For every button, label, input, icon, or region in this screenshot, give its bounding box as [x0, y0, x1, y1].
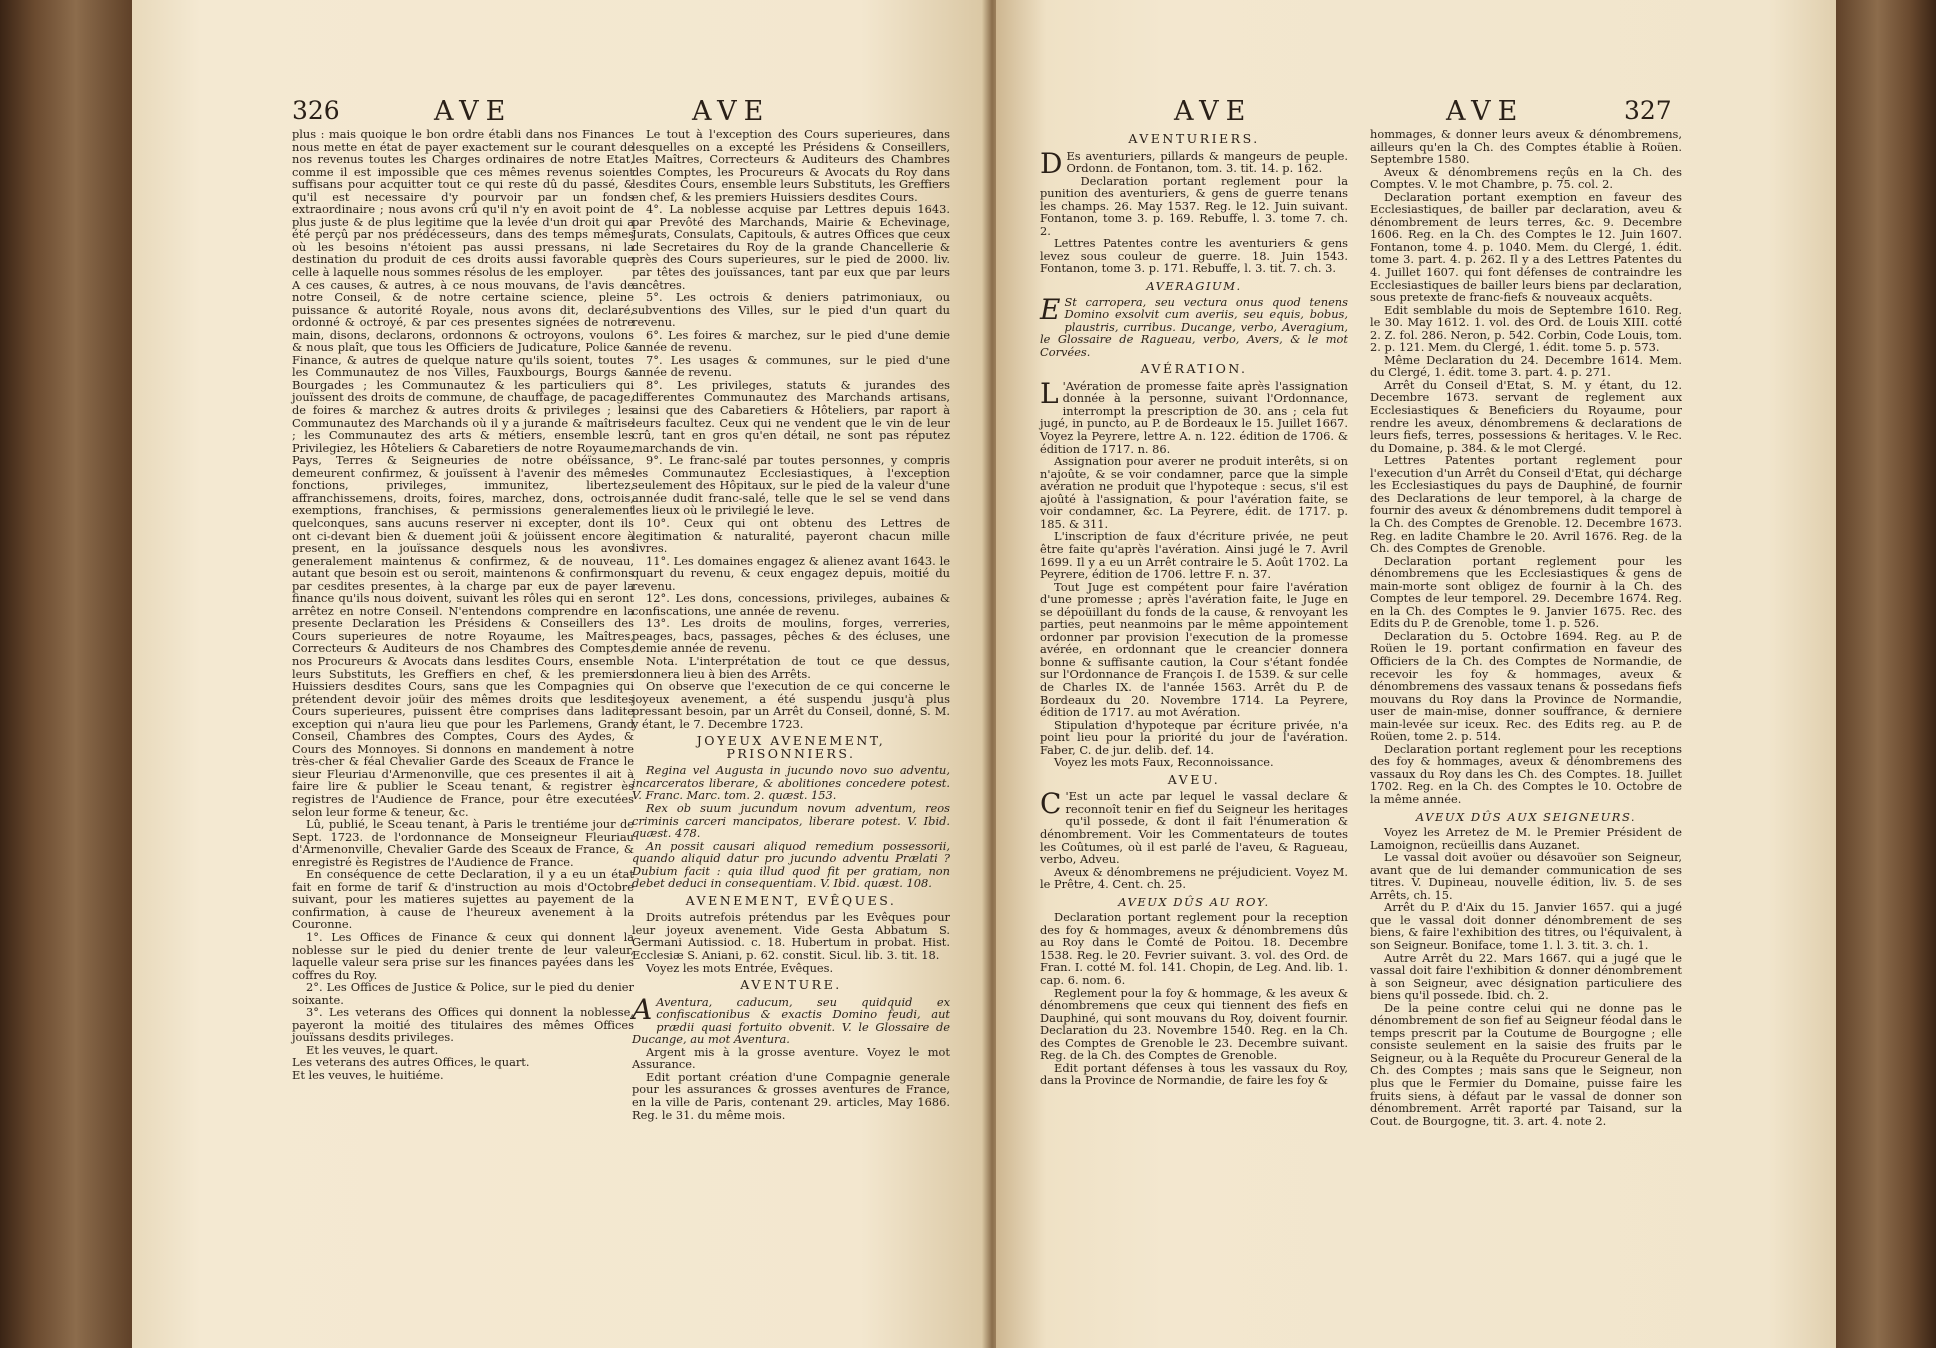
paragraph-text: Aveux & dénombremens ne préjudicient. Voyez M. le Prêtre, 4. Cent. ch. 25.	[1040, 864, 1348, 892]
paragraph	[632, 291, 950, 329]
paragraph	[1370, 952, 1682, 1002]
paragraph-text: Voyez les mots Entrée, Evêques.	[646, 960, 834, 975]
paragraph	[1370, 354, 1682, 379]
paragraph	[292, 981, 634, 1006]
subsection-heading: AVEUX DÛS AU ROY.	[1118, 894, 1270, 909]
paragraph	[1040, 292, 1348, 359]
paragraph-text: Declaration portant exemption en faveur des Ecclesiastiques, de bailler par declaration, aveu & dénombrement de leurs terres, &c. 9. Decembre 1606. Reg. en la Ch. des Comptes le 12. Juin 1607. Fontanon, tome 4. p. 1040. Mem. du Clergé, 1. édit. tome 3. part. 4. p. 262. Il y a des Lettres Patentes du 4. Juillet 1607. qui font défenses de contraindre les Ecclesiastiques de bailler leurs biens par declaration, sous pretexte de franc-fiefs & nouveaux acquêts.	[1370, 189, 1682, 305]
paragraph-text: Lettres Patentes contre les aventuriers & gens levez sous couleur de guerre. 18. Juin 1543. Fontanon, tome 3. p. 171. Rebuffe, l. 3. tit. 7. ch. 3.	[1040, 236, 1348, 276]
section-heading: AVÉRATION.	[1140, 361, 1248, 377]
paragraph-text: 6°. Les foires & marchez, sur le pied d'une demie année de revenu.	[632, 327, 950, 355]
paragraph	[1370, 630, 1682, 743]
paragraph	[632, 517, 950, 555]
paragraph-text: Voyez les Arretez de M. le Premier Président de Lamoignon, recüeillis dans Auzanet.	[1370, 825, 1682, 852]
paragraph	[1040, 146, 1348, 180]
paragraph-text: hommages, & donner leurs aveux & dénombremens, ailleurs qu'en la Ch. des Comptes établie à Roüen. Septembre 1580.	[1370, 127, 1682, 167]
paragraph	[632, 764, 950, 802]
paragraph	[632, 329, 950, 354]
paragraph-text: Declaration portant reglement pour les dénombremens que les Ecclesiastiques & gens de main-morte sont obligez de fournir à la Ch. des Comptes de leur temporel. 29. Decembre 1674. Reg. en la Ch. des Comptes le 9. Janvier 1675. Rec. des Edits du P. de Grenoble, tome 1. p. 526.	[1370, 553, 1682, 631]
paragraph-text: Le tout à l'exception des Cours superieures, dans lesquelles on a excepté les Présidens & Conseillers, les Maîtres, Correcteurs & Auditeurs des Chambres des Comptes, les Procureurs & Avocats du Roy dans lesdites Cours, ensemble leurs Substituts, les Greffiers en chef, & les premiers Huissiers desdites Cours.	[632, 127, 950, 204]
paragraph	[1040, 376, 1348, 456]
paragraph	[632, 617, 950, 655]
drop-capital: D	[1040, 146, 1063, 180]
paragraph-text: 1°. Les Offices de Finance & ceux qui donnent la noblesse sur le pied du denier trente de leur valeur, laquelle valeur sera prise sur les finances payées dans les coffres du Roy.	[292, 930, 634, 982]
paragraph	[292, 279, 634, 819]
paragraph-text: Autre Arrêt du 22. Mars 1667. qui a jugé que le vassal doit faire l'exhibition & donner dénombrement à son Seigneur, avec désignation particuliere des biens qu'il possede. Ibid. ch. 2.	[1370, 950, 1682, 1003]
paragraph	[1370, 191, 1682, 304]
paragraph	[1370, 826, 1682, 851]
paragraph-text: L'inscription de faux d'écriture privée, ne peut être faite qu'après l'avération. Ainsi jugé le 7. Avril 1699. Il y a eu un Arrêt contraire le 5. Août 1702. La Peyrere, édition de 1706. lettre F. n. 37.	[1040, 529, 1348, 582]
paragraph-text: Assignation pour averer ne produit interêts, si on n'ajoûte, & se voir condamner, parce que la simple avération ne produit que l'hypoteque : secus, s'il est ajoûté à l'assignation, & pour l'avération faite, se voir condamner, &c. La Peyrere, édit. de 1717. p. 185. & 311.	[1040, 454, 1348, 531]
paragraph-text: De la peine contre celui qui ne donne pas le dénombrement de son fief au Seigneur féodal dans le temps prescrit par la Coutume de Bourgogne ; elle consiste seulement en la saisie des fruits par le Seigneur, ou à la Requête du Procureur General de la Ch. des Comptes ; mais sans que le Seigneur, non plus que le Fermier du Domaine, puisse faire les fruits siens, à défaut par le vassal de donner son dénombrement. Arrêt raporté par Taisand, sur la Cout. de Bourgogne, tit. 3. art. 4. note 2.	[1370, 1000, 1682, 1128]
paragraph	[292, 1069, 634, 1082]
paragraph	[292, 868, 634, 931]
paragraph	[1040, 787, 1348, 867]
paragraph	[1040, 911, 1348, 986]
paragraph-text: 9°. Le franc-salé par toutes personnes, y compris les Communautez Ecclesiastiques, à l'exception seulement des Hôpitaux, sur le pied de la valeur d'une année dudit franc-salé, telle que le sel se vend dans les lieux où le privilegié le leve.	[632, 453, 950, 518]
paragraph	[1370, 379, 1682, 454]
paragraph-text: Et les veuves, le huitiéme.	[292, 1068, 444, 1083]
paragraph	[632, 354, 950, 379]
paragraph-text: Aventura, caducum, seu quidquid ex confiscationibus & exactis Domino feudi, aut prædii quasi fortuito obvenit. V. le Glossaire de Ducange, au mot Aventura.	[632, 994, 950, 1047]
paragraph	[1370, 555, 1682, 630]
paragraph-text: 'Avération de promesse faite après l'assignation donnée à la personne, suivant l'Ordonnance, interrompt la prescription de 30. ans ; cela fut jugé, in puncto, au P. de Bordeaux le 15. Juillet 1667. Voyez la Peyrere, lettre A. n. 122. édition de 1706. & édition de 1717. n. 86.	[1040, 378, 1348, 456]
paragraph	[632, 128, 950, 203]
subsection-heading: AVERAGIUM.	[1146, 279, 1242, 294]
paragraph	[1040, 719, 1348, 757]
paragraph	[1040, 1062, 1348, 1087]
paragraph	[632, 840, 950, 890]
paragraph-text: St carropera, seu vectura onus quod tenens Domino exsolvit cum averiis, seu equis, bobus, plaustris, curribus. Ducange, verbo, Averagium, le Glossaire de Ragueau, verbo, Avers, & le mot Corvées.	[1040, 294, 1348, 359]
paragraph-text: 7°. Les usages & communes, sur le pied d'une année de revenu.	[632, 352, 950, 380]
paragraph	[632, 454, 950, 517]
paragraph	[1040, 866, 1348, 891]
paragraph-text: Lû, publié, le Sceau tenant, à Paris le trentiéme jour de Sept. 1723. de l'ordonnance de Monseigneur Fleuriau d'Armenonville, Chevalier Garde des Sceaux de France, & enregistré ès Registres de l'Audience de France.	[292, 817, 634, 869]
paragraph	[632, 911, 950, 961]
paragraph-text: Même Declaration du 24. Decembre 1614. Mem. du Clergé, 1. édit. tome 3. part. 4. p. 271.	[1370, 352, 1682, 380]
right-page-column-2	[1370, 128, 1682, 1127]
right-page-edges	[1830, 0, 1936, 1348]
paragraph-text: Voyez les mots Faux, Reconnoissance.	[1054, 755, 1274, 770]
paragraph-text: Declaration portant reglement pour la reception des foy & hommages, aveux & dénombremens dûs au Roy dans le Comté de Poitou. 18. Decembre 1538. Reg. le 20. Fevrier suivant. 3. vol. des Ord. de Fran. I. cotté M. fol. 141. Chopin, de Leg. And. lib. 1. cap. 6. nom. 6.	[1040, 910, 1348, 987]
paragraph	[1040, 237, 1348, 275]
paragraph-text: On observe que l'execution de ce qui concerne le joyeux avenement, a été suspendu jusqu'à plus pressant besoin, par un Arrêt du Conseil, donné, S. M. y étant, le 7. Decembre 1723.	[632, 679, 950, 731]
paragraph-text: Declaration portant reglement pour les receptions des foy & hommages, aveux & dénombremens des vassaux du Roy dans les Ch. des Comptes. 18. Juillet 1702. Reg. en la Ch. des Comptes le 10. Octobre de la même année.	[1370, 741, 1682, 806]
paragraph-text: Argent mis à la grosse aventure. Voyez le mot Assurance.	[632, 1044, 950, 1072]
paragraph-text: Les veterans des autres Offices, le quart.	[292, 1055, 530, 1070]
paragraph-text: Reglement pour la foy & hommage, & les aveux & dénombremens que ceux qui tiennent des fiefs en Dauphiné, qui sont mouvans du Roy, doivent fournir. Declaration du 23. Novembre 1540. Reg. en la Ch. des Comptes de Grenoble le 23. Decembre suivant. Reg. de la Ch. des Comptes de Grenoble.	[1040, 985, 1348, 1063]
paragraph	[1040, 175, 1348, 238]
paragraph-text: An possit causari aliquod remedium possessorii, quando aliquid datur pro jucundo adventu Prælati ? Dubium facit : quia illud quod fit per gratiam, non debet deduci in consequentiam. V. Ibid. quæst. 108.	[632, 838, 950, 891]
paragraph	[1040, 987, 1348, 1062]
paragraph-text: Rex ob suum jucundum novum adventum, reos criminis carceri mancipatos, liberare potest. V. Ibid. quæst. 478.	[632, 800, 950, 841]
paragraph-text: plus : mais quoique le bon ordre établi dans nos Finances nous mette en état de payer exactement sur le courant de nos revenus toutes les Charges ordinaires de notre Etat, comme il est impossible que ces mêmes revenus soient suffisans pour acquitter tout ce qui reste dû du passé, & qu'il est necessaire d'y pourvoir par un fonds extraordinaire ; nous avons crû qu'il n'y en avoit point de plus juste & de plus legitime que la levée d'un droit qui a été perçû par nos prédécesseurs, dans des temps mêmes où les besoins n'étoient pas aussi pressans, ni la destination du produit de ces droits aussi favorable que celle à laquelle nous sommes résolus de les employer.	[292, 127, 634, 280]
right-page-column-1	[1040, 128, 1348, 1087]
paragraph-text: Edit semblable du mois de Septembre 1610. Reg. le 30. May 1612. 1. vol. des Ord. de Louis XIII. cotté 2. Z. fol. 286. Neron, p. 542. Corbin, Code Louis, tom. 2. p. 121. Mem. du Clergé, 1. édit. tome 5. p. 573.	[1370, 302, 1682, 355]
left-page	[132, 0, 990, 1348]
left-page-column-2	[632, 128, 950, 1121]
paragraph-text: Declaration portant reglement pour la punition des aventuriers, & gens de guerre tenans les champs. 26. May 1537. Reg. le 12. Juin suivant. Fontanon, tome 3. p. 169. Rebuffe, l. 3. tome 7. ch. 2.	[1040, 173, 1348, 238]
page-number-left: 326	[292, 96, 340, 125]
headword-left-col1: AVE	[434, 96, 513, 127]
paragraph	[1370, 304, 1682, 354]
paragraph-text: 'Est un acte par lequel le vassal declare & reconnoît tenir en fief du Seigneur les heritages qu'il possede, & dont il fait l'énumeration & dénombrement. Voir les Commentateurs de toutes les Coûtumes, où il est parlé de l'aveu, & Ragueau, verbo, Adveu.	[1040, 789, 1348, 867]
section-heading: AVENEMENT, EVÊQUES.	[685, 892, 897, 908]
paragraph	[1370, 1002, 1682, 1127]
paragraph-text: Edit portant création d'une Compagnie generale pour les assurances & grosses aventures de France, en la ville de Paris, contenant 29. articles, May 1686. Reg. le 31. du même mois.	[632, 1069, 950, 1122]
subsection-heading: AVEUX DÛS AUX SEIGNEURS.	[1415, 809, 1637, 824]
paragraph	[292, 818, 634, 868]
paragraph	[1370, 128, 1682, 166]
paragraph-text: 4°. La noblesse acquise par Lettres depuis 1643. par Prevôté des Marchands, Mairie & Echevinage, Jurats, Consulats, Capitouls, & autres Offices que ceux de Secretaires du Roy de la grande Chancellerie & près des Cours superieures, sur le pied de 2000. liv. par têtes des jouïssances, tant par eux que par leurs ancêtres.	[632, 202, 950, 292]
paragraph-text: Nota. L'interprétation de tout ce que dessus, donnera lieu à bien des Arrêts.	[632, 653, 950, 681]
paragraph	[292, 128, 634, 279]
paragraph-text: Lettres Patentes portant reglement pour l'execution d'un Arrêt du Conseil d'Etat, qui décharge les Ecclesiastiques du pays de Dauphiné, de fournir des Declarations de leur temporel, à la charge de fournir des aveux & dénombremens dudit temporel à la Ch. des Comptes de Grenoble. 12. Decembre 1673. Reg. en ladite Chambre le 20. Avril 1676. Reg. de la Ch. des Comptes de Grenoble.	[1370, 453, 1682, 556]
paragraph-text: 10°. Ceux qui ont obtenu des Lettres de legitimation & naturalité, payeront chacun mille livres.	[632, 515, 950, 556]
paragraph	[632, 203, 950, 291]
paragraph	[292, 1006, 634, 1044]
paragraph-text: Stipulation d'hypoteque par écriture privée, n'a point lieu pour la priorité du jour de l'avération. Faber, C. de jur. delib. def. 14.	[1040, 717, 1348, 757]
paragraph-text: 8°. Les privileges, statuts & jurandes des differentes Communautez des Marchands artisans, ainsi que des Cabaretiers & Hôteliers, par raport à leurs facultez. Ceux qui ne vendent que le vin de leur crû, tant en gros qu'en détail, ne sont pas réputez marchands de vin.	[632, 377, 950, 455]
paragraph	[632, 655, 950, 680]
paragraph-text: Arrêt du P. d'Aix du 15. Janvier 1657. qui a jugé que le vassal doit donner dénombrement de ses biens, & faire l'exhibition des titres, ou l'équivalent, à son Seigneur. Boniface, tome 1. l. 3. tit. 3. ch. 1.	[1370, 900, 1682, 952]
paragraph-text: Tout Juge est compétent pour faire l'avération d'une promesse ; après l'avération faite, le Juge en se dépoüillant du fonds de la cause, & renvoyant les parties, peut neanmoins par le même appointement ordonner par provision l'execution de la promesse avérée, en ordonnant que le creancier donnera bonne & suffisante caution, la Cour s'étant fondée sur l'Ordonnance de François I. de 1539. & sur celle de Charles IX. de l'année 1563. Arrêt du P. de Bordeaux du 20. Novembre 1714. La Peyrere, édition de 1717. au mot Avération.	[1040, 579, 1348, 720]
paragraph-text: 11°. Les domaines engagez & alienez avant 1643. le quart du revenu, & ceux engagez depuis, moitié du revenu.	[632, 553, 950, 593]
left-page-column-1	[292, 128, 634, 1082]
paragraph-text: A ces causes, & autres, à ce nous mouvans, de l'avis de notre Conseil, & de notre certaine science, pleine puissance & autorité Royale, nous avons dit, declaré, ordonné & octroyé, & par ces presentes signées de notre main, disons, declarons, ordonnons & octroyons, voulons & nous plaît, que tous les Officiers de Judicature, Police & Finance, & autres de quelque nature qu'ils soient, toutes les Communautez de nos Villes, Fauxbourgs, Bourgs & Bourgades ; les Communautez & les particuliers qui jouïssent des droits de commune, de chauffage, de pacage, de foires & marchez & autres droits & privileges ; les Communautez des Marchands où il y a jurande & maîtrise ; les Communautez des arts & métiers, ensemble les Privilegiez, les Hôteliers & Cabaretiers de notre Royaume, Pays, Terres & Seigneuries de notre obéïssance, demeurent confirmez, & jouïssent à l'avenir des mêmes fonctions, privileges, immunitez, libertez, affranchissemens, droits, foires, marchez, dons, octrois, exemptions, franchises, & permissions generalement quelconques, sans aucuns reserver ni excepter, dont ils ont ci-devant bien & duement joüi & joüissent encore à present, en la jouïssance desquels nous les avons generalement maintenus & confirmez, & de nouveau, autant que besoin est ou seroit, maintenons & confirmons par cesdites presentes, à la charge par eux de payer la finance qu'ils nous doivent, suivant les rôles qui en seront arrêtez en notre Conseil. N'entendons comprendre en la presente Declaration les Présidens & Conseillers des Cours superieures de notre Royaume, les Maîtres, Correcteurs & Auditeurs de nos Chambres des Comptes, nos Procureurs & Avocats dans lesdites Cours, ensemble leurs Substituts, les Greffiers en chef, & les premiers Huissiers desdites Cours, sans que les Compagnies qui prétendent devoir joüir des mêmes droits que lesdites Cours superieures, puissent être comprises dans ladite exception qui n'aura lieu que pour les Parlemens, Grand Conseil, Chambres des Comptes, Cours des Aydes, & Cours des Monnoyes. Si donnons en mandement à notre très-cher & féal Chevalier Garde des Sceaux de France le sieur Fleuriau d'Armenonville, que ces presentes il ait à faire lire & publier le Sceau tenant, & registrer ès registres de l'Audience de France, pour être executées selon leur forme & teneur, &c.	[292, 277, 634, 819]
right-page	[996, 0, 1836, 1348]
paragraph-text: Droits autrefois prétendus par les Evêques pour leur joyeux avenement. Vide Gesta Abbatum S. Germani Autissiod. c. 18. Hubertum in probat. Hist. Ecclesiæ S. Aniani, p. 62. constit. Sicul. lib. 3. tit. 18.	[632, 910, 950, 962]
paragraph	[1040, 530, 1348, 580]
paragraph	[632, 1071, 950, 1121]
left-page-edges	[0, 0, 138, 1348]
paragraph	[292, 931, 634, 981]
section-heading: AVENTURIERS.	[1128, 131, 1260, 146]
paragraph	[1370, 743, 1682, 806]
section-heading: JOYEUX AVENEMENT, PRISONNIERS.	[696, 733, 886, 761]
paragraph	[632, 592, 950, 617]
drop-capital: A	[632, 992, 653, 1026]
paragraph-text: 3°. Les veterans des Offices qui donnent la noblesse, payeront la moitié des titulaires des mêmes Offices jouïssans desdits privileges.	[292, 1005, 634, 1045]
paragraph-text: Et les veuves, le quart.	[306, 1042, 439, 1057]
paragraph-text: Regina vel Augusta in jucundo novo suo adventu, incarceratos liberare, & abolitiones concedere potest. V. Franc. Marc. tom. 2. quæst. 153.	[632, 763, 950, 803]
headword-right-col1: AVE	[1174, 96, 1253, 127]
headword-left-col2: AVE	[692, 96, 771, 127]
paragraph-text: Aveux & dénombremens reçûs en la Ch. des Comptes. V. le mot Chambre, p. 75. col. 2.	[1370, 164, 1682, 192]
page-number-right: 327	[1624, 96, 1672, 125]
paragraph	[1040, 455, 1348, 530]
paragraph	[632, 992, 950, 1047]
paragraph	[1370, 901, 1682, 951]
paragraph-text: Es aventuriers, pillards & mangeurs de peuple. Ordonn. de Fontanon, tom. 3. tit. 14. p. 162.	[1066, 148, 1348, 176]
drop-capital: C	[1040, 787, 1062, 821]
headword-right-col2: AVE	[1446, 96, 1525, 127]
drop-capital: L	[1040, 376, 1059, 410]
paragraph-text: 2°. Les Offices de Justice & Police, sur le pied du denier soixante.	[292, 980, 634, 1007]
paragraph	[632, 962, 950, 975]
paragraph-text: Edit portant défenses à tous les vassaux du Roy, dans la Province de Normandie, de faire les foy &	[1040, 1060, 1348, 1088]
paragraph-text: Arrêt du Conseil d'Etat, S. M. y étant, du 12. Decembre 1673. servant de reglement aux Ecclesiastiques & Beneficiers du Royaume, pour rendre les aveux, dénombremens & declarations de leurs fiefs, terres, possessions & heritages. V. le Rec. du Domaine, p. 384. & le mot Clergé.	[1370, 377, 1682, 455]
paragraph-text: En conséquence de cette Declaration, il y a eu un état fait en forme de tarif & d'instruction au mois d'Octobre suivant, pour les matieres sujettes au payement de la confirmation, à cause de l'heureux avenement à la Couronne.	[292, 867, 634, 932]
drop-capital: E	[1040, 292, 1061, 326]
paragraph	[1370, 851, 1682, 901]
paragraph	[1040, 756, 1348, 769]
paragraph	[1370, 166, 1682, 191]
paragraph	[1040, 581, 1348, 719]
paragraph	[632, 1046, 950, 1071]
section-heading: AVEU.	[1167, 771, 1221, 787]
paragraph-text: Le vassal doit avoüer ou désavoüer son Seigneur, avant que de lui demander communication de ses titres. V. Dupineau, nouvelle édition, liv. 5. de ses Arrêts, ch. 15.	[1370, 850, 1682, 902]
section-heading: AVENTURE.	[740, 977, 842, 993]
paragraph	[1370, 454, 1682, 554]
paragraph	[632, 802, 950, 840]
paragraph	[632, 555, 950, 593]
paragraph-text: 13°. Les droits de moulins, forges, verreries, peages, bacs, passages, pêches & des écluses, une demie année de revenu.	[632, 616, 950, 656]
paragraph-text: 5°. Les octrois & deniers patrimoniaux, ou subventions des Villes, sur le pied d'un quart du revenu.	[632, 290, 950, 330]
paragraph-text: Declaration du 5. Octobre 1694. Reg. au P. de Roüen le 19. portant confirmation en faveur des Officiers de la Ch. des Comptes de Normandie, de recevoir les foy & hommages, aveux & dénombremens des vassaux tenans & possedans fiefs mouvans du Roy dans la Province de Normandie, user de main-mise, donner souffrance, & derniere main-levée sur iceux. Rec. des Edits reg. au P. de Roüen, tome 2. p. 514.	[1370, 628, 1682, 744]
paragraph	[632, 379, 950, 454]
paragraph-text: 12°. Les dons, concessions, privileges, aubaines & confiscations, une année de revenu.	[632, 591, 950, 618]
paragraph	[632, 680, 950, 730]
